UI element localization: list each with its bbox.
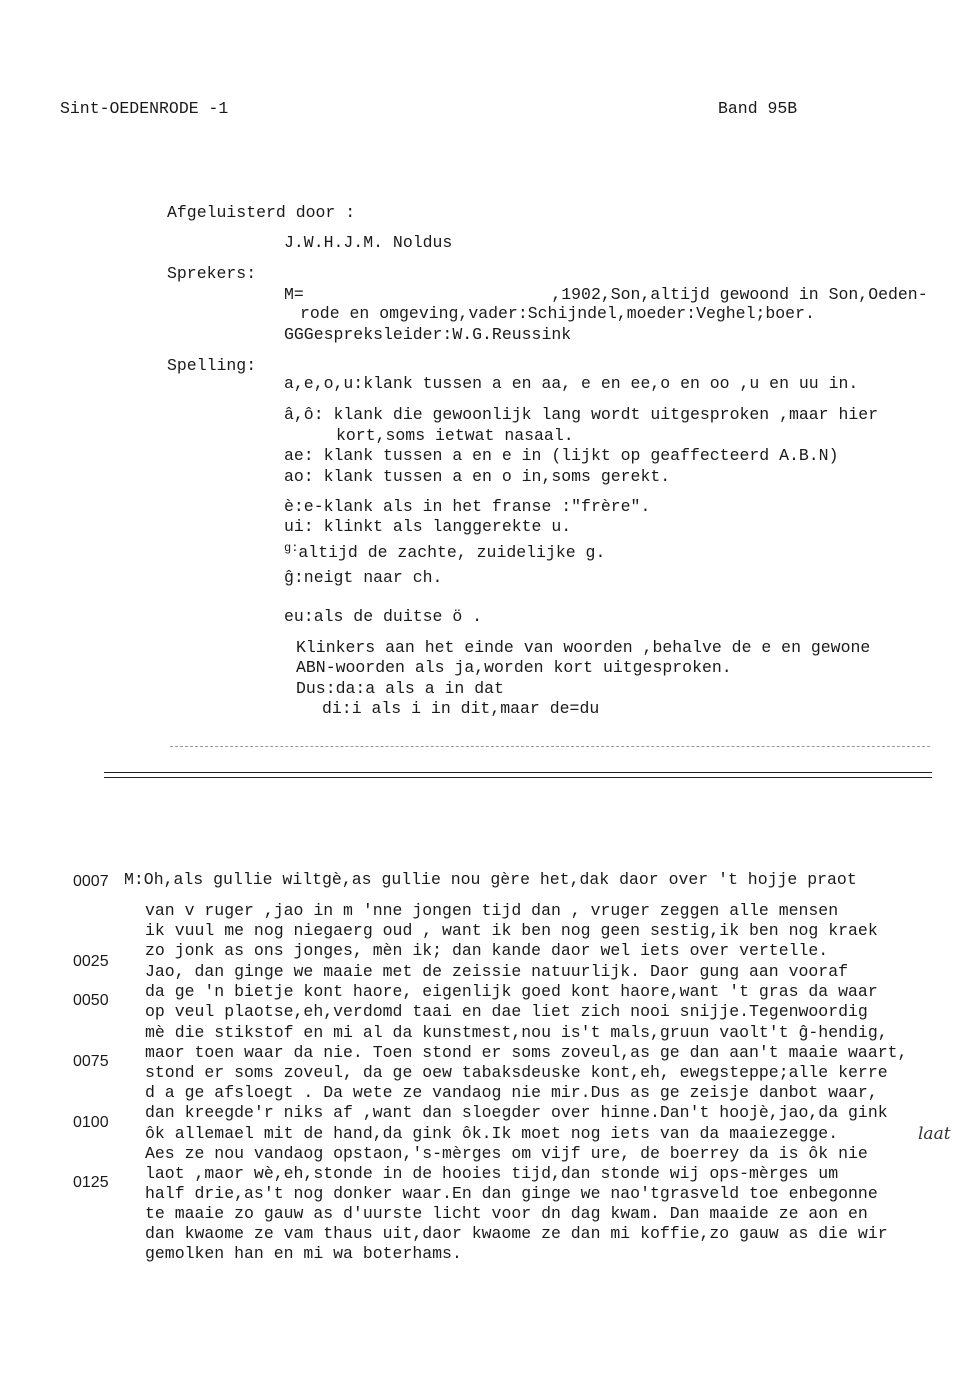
transcript-line: Jao, dan ginge we maaie met de zeissie natuurlijk. Daor gung aan vooraf: [145, 962, 849, 981]
speakers-label: Sprekers:: [167, 264, 257, 283]
spelling-line: $^{g:}$altijd de zachte, zuidelijke g.: [284, 541, 606, 562]
spelling-line: â,ô: klank die gewoonlijk lang wordt uitgesproken ,maar hier: [284, 405, 879, 424]
timecode: 0050: [73, 992, 109, 1009]
transcript-line: maor toen waar da nie. Toen stond er soms zoveul,as ge dan aan't maaie waart,: [145, 1043, 908, 1062]
spelling-line: a,e,o,u:klank tussen a en aa, e en ee,o en oo ,u en uu in.: [284, 374, 859, 393]
transcript-line: Aes ze nou vandaog opstaon,'s-mèrges om vijf ure, de boerrey da is ôk nie: [145, 1144, 868, 1163]
spelling-line: kort,soms ietwat nasaal.: [336, 426, 574, 445]
spelling-line: ao: klank tussen a en o in,soms gerekt.: [284, 467, 671, 486]
transcript-line: te maaie zo gauw as d'uurste licht voor dn dag kwam. Dan maaide ze aon en: [145, 1204, 868, 1223]
double-rule-divider: [104, 772, 932, 778]
transcript-line: ôk allemael mit de hand,da gink ôk.Ik moet nog iets van da maaiezegge.: [145, 1124, 839, 1143]
transcript-line: laot ,maor wè,eh,stonde in de hooies tijd,dan stonde wij ops-mèrges um: [145, 1164, 839, 1183]
transcript-line: dan kwaome ze vam thaus uit,daor kwaome ze dan mi koffie,zo gauw as die wir: [145, 1224, 888, 1243]
transcript-line: M:Oh,als gullie wiltgè,as gullie nou gère het,dak daor over 't hojje praot: [124, 870, 857, 889]
spelling-line: ĝ:neigt naar ch.: [284, 568, 443, 587]
timecode: 0025: [73, 953, 109, 970]
transcript-line: d a ge afsloegt . Da wete ze vandaog nie mir.Dus as ge zeisje danbot waar,: [145, 1083, 878, 1102]
timecode: 0007: [73, 873, 109, 890]
transcript-line: dan kreegde'r niks af ,want dan sloegder over hinne.Dan't hoojè,jao,da gink: [145, 1103, 888, 1122]
timecode: 0125: [73, 1174, 109, 1191]
spelling-line: di:i als i in dit,maar de=du: [322, 699, 600, 718]
speaker-line: M= ,1902,Son,altijd gewoond in Son,Oeden-: [284, 285, 928, 304]
spelling-line: Dus:da:a als a in dat: [296, 679, 504, 698]
speaker-line: GGGespreksleider:W.G.Reussink: [284, 325, 572, 344]
transcript-line: zo jonk as ons jonges, mèn ik; dan kande daor wel iets over vertelle.: [145, 941, 829, 960]
spelling-line: ABN-woorden als ja,worden kort uitgesproken.: [296, 658, 732, 677]
listener-name: J.W.H.J.M. Noldus: [284, 233, 453, 252]
spelling-line: è:e-klank als in het franse :"frère".: [284, 497, 651, 516]
timecode: 0075: [73, 1053, 109, 1070]
spelling-line: ui: klinkt als langgerekte u.: [284, 517, 572, 536]
speaker-line: rode en omgeving,vader:Schijndel,moeder:Veghel;boer.: [300, 304, 815, 323]
spelling-line: ae: klank tussen a en e in (lijkt op geaffecteerd A.B.N): [284, 446, 839, 465]
transcript-line: van v ruger ,jao in m 'nne jongen tijd dan , vruger zeggen alle mensen: [145, 901, 839, 920]
spelling-line: Klinkers aan het einde van woorden ,behalve de e en gewone: [296, 638, 871, 657]
transcript-line: op veul plaotse,eh,verdomd taai en dae liet zich nooi snijje.Tegenwoordig: [145, 1002, 868, 1021]
transcript-line: mè die stikstof en mi al da kunstmest,nou is't mals,gruun vaolt't ĝ-hendig,: [145, 1023, 888, 1042]
band-number: Band 95B: [718, 99, 798, 118]
transcript-line: stond er soms zoveul, da ge oew tabaksdeuske kont,eh, ewegsteppe;alle kerre: [145, 1063, 888, 1082]
document-title: Sint-OEDENRODE -1: [60, 99, 229, 118]
listened-label: Afgeluisterd door :: [167, 203, 356, 222]
timecode: 0100: [73, 1114, 109, 1131]
transcript-line: da ge 'n bietje kont haore, eigenlijk goed kont haore,want 't gras da waar: [145, 982, 878, 1001]
transcript-line: gemolken han en mi wa boterhams.: [145, 1244, 462, 1263]
transcript-line: ik vuul me nog niegaerg oud , want ik ben nog geen sestig,ik ben nog kraek: [145, 921, 878, 940]
dotted-divider: [170, 746, 930, 747]
handwritten-margin-note: laat: [918, 1124, 951, 1144]
spelling-label: Spelling:: [167, 356, 257, 375]
transcript-line: half drie,as't nog donker waar.En dan ginge we nao'tgrasveld toe enbegonne: [145, 1184, 878, 1203]
spelling-line: eu:als de duitse ö .: [284, 607, 483, 626]
